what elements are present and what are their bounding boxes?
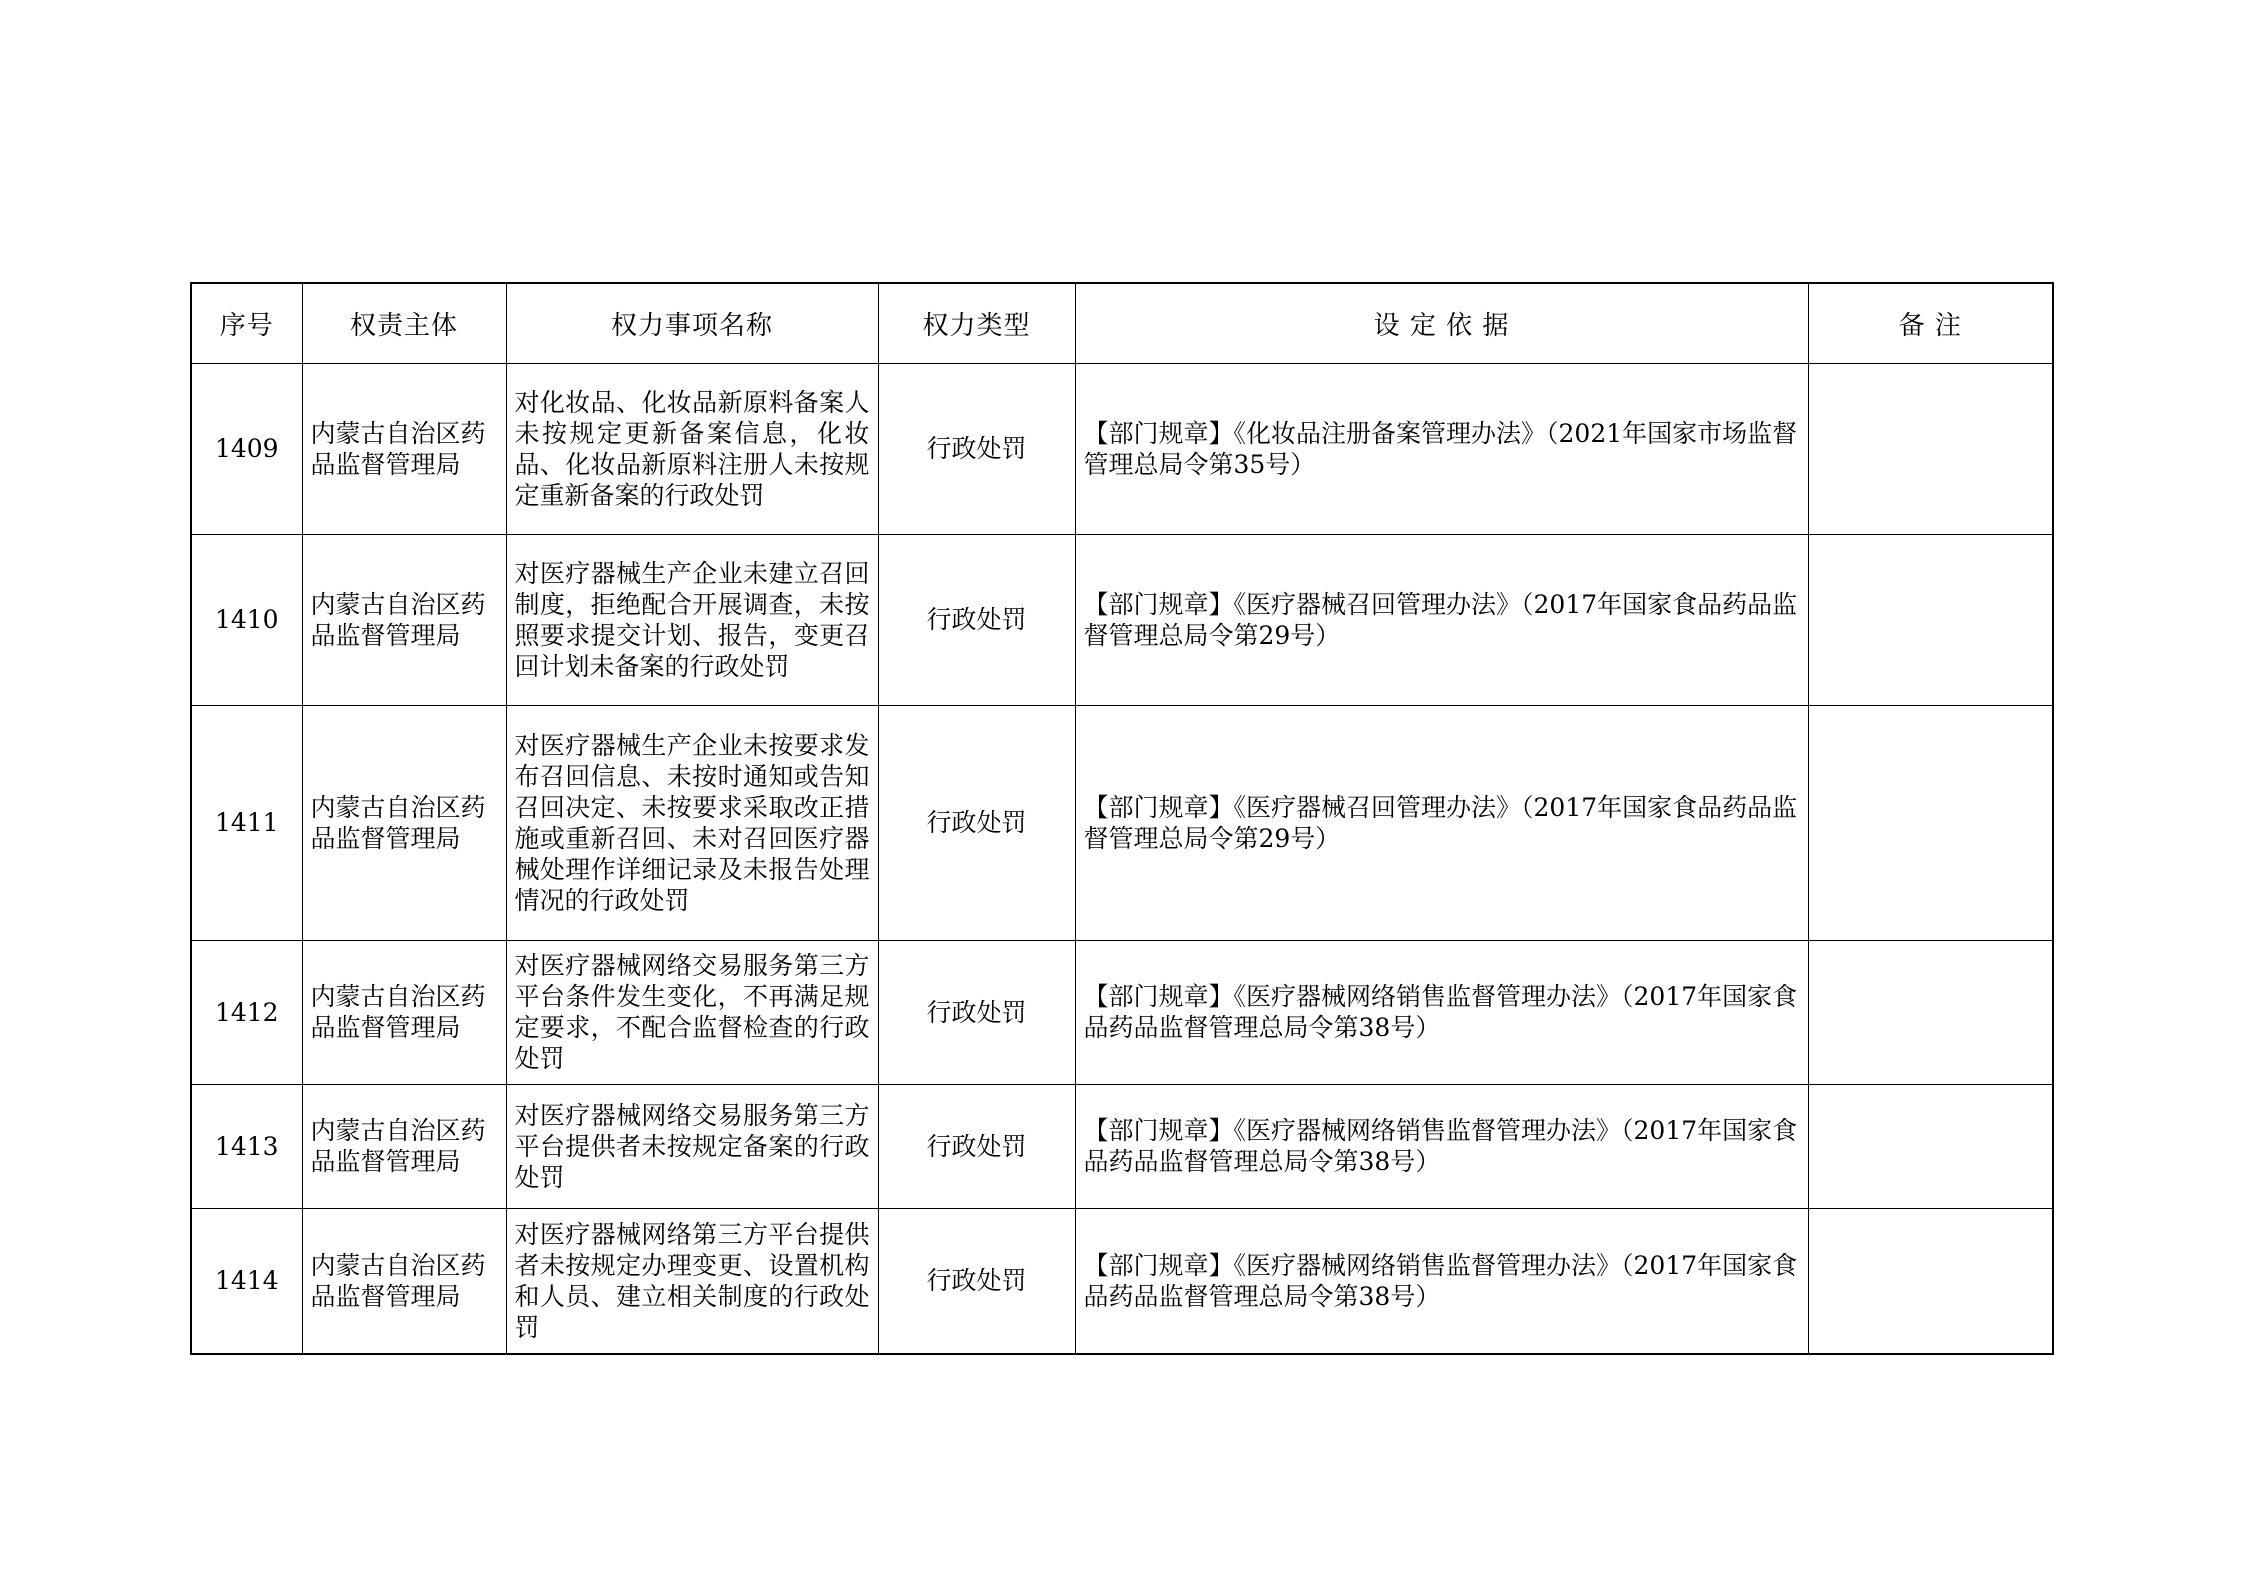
power-list-table xyxy=(190,282,2054,1355)
cell-remark xyxy=(1808,705,2053,940)
cell-basis: 【部门规章】《医疗器械召回管理办法》（2017年国家食品药品监督管理总局令第29号） xyxy=(1075,705,1808,940)
cell-seq: 1414 xyxy=(191,1208,302,1354)
cell-basis: 【部门规章】《医疗器械网络销售监督管理办法》（2017年国家食品药品监督管理总局令第38号） xyxy=(1075,1084,1808,1208)
header-basis: 设 定 依 据 xyxy=(1075,283,1808,363)
header-type: 权力类型 xyxy=(878,283,1075,363)
cell-basis: 【部门规章】《化妆品注册备案管理办法》（2021年国家市场监督管理总局令第35号） xyxy=(1075,363,1808,534)
table-body xyxy=(191,363,2053,1354)
cell-remark xyxy=(1808,1084,2053,1208)
cell-subject: 内蒙古自治区药品监督管理局 xyxy=(302,705,506,940)
cell-subject: 内蒙古自治区药品监督管理局 xyxy=(302,1084,506,1208)
cell-remark xyxy=(1808,940,2053,1084)
cell-seq: 1413 xyxy=(191,1084,302,1208)
header-name: 权力事项名称 xyxy=(506,283,878,363)
cell-basis: 【部门规章】《医疗器械网络销售监督管理办法》（2017年国家食品药品监督管理总局令第38号） xyxy=(1075,940,1808,1084)
header-row xyxy=(191,283,2053,363)
table-row xyxy=(191,705,2053,940)
cell-remark xyxy=(1808,363,2053,534)
cell-basis: 【部门规章】《医疗器械召回管理办法》（2017年国家食品药品监督管理总局令第29号） xyxy=(1075,534,1808,705)
cell-seq: 1412 xyxy=(191,940,302,1084)
table-row xyxy=(191,940,2053,1084)
cell-name: 对医疗器械网络第三方平台提供者未按规定办理变更、设置机构和人员、建立相关制度的行政处罚 xyxy=(506,1208,878,1354)
cell-seq: 1409 xyxy=(191,363,302,534)
cell-name: 对医疗器械生产企业未按要求发布召回信息、未按时通知或告知召回决定、未按要求采取改正措施或重新召回、未对召回医疗器械处理作详细记录及未报告处理情况的行政处罚 xyxy=(506,705,878,940)
cell-subject: 内蒙古自治区药品监督管理局 xyxy=(302,1208,506,1354)
table-row xyxy=(191,534,2053,705)
cell-subject: 内蒙古自治区药品监督管理局 xyxy=(302,534,506,705)
cell-subject: 内蒙古自治区药品监督管理局 xyxy=(302,363,506,534)
cell-type: 行政处罚 xyxy=(878,705,1075,940)
cell-name: 对医疗器械网络交易服务第三方平台条件发生变化，不再满足规定要求，不配合监督检查的行政处罚 xyxy=(506,940,878,1084)
cell-basis: 【部门规章】《医疗器械网络销售监督管理办法》（2017年国家食品药品监督管理总局令第38号） xyxy=(1075,1208,1808,1354)
table-row xyxy=(191,1208,2053,1354)
header-remark: 备 注 xyxy=(1808,283,2053,363)
cell-type: 行政处罚 xyxy=(878,940,1075,1084)
cell-remark xyxy=(1808,1208,2053,1354)
cell-type: 行政处罚 xyxy=(878,363,1075,534)
cell-remark xyxy=(1808,534,2053,705)
cell-type: 行政处罚 xyxy=(878,1208,1075,1354)
cell-name: 对医疗器械网络交易服务第三方平台提供者未按规定备案的行政处罚 xyxy=(506,1084,878,1208)
cell-name: 对化妆品、化妆品新原料备案人未按规定更新备案信息，化妆品、化妆品新原料注册人未按规定重新备案的行政处罚 xyxy=(506,363,878,534)
cell-type: 行政处罚 xyxy=(878,1084,1075,1208)
header-subject: 权责主体 xyxy=(302,283,506,363)
cell-name: 对医疗器械生产企业未建立召回制度，拒绝配合开展调查，未按照要求提交计划、报告，变更召回计划未备案的行政处罚 xyxy=(506,534,878,705)
cell-type: 行政处罚 xyxy=(878,534,1075,705)
header-seq: 序号 xyxy=(191,283,302,363)
table-row xyxy=(191,363,2053,534)
cell-seq: 1411 xyxy=(191,705,302,940)
table-header xyxy=(191,283,2053,363)
cell-seq: 1410 xyxy=(191,534,302,705)
table-row xyxy=(191,1084,2053,1208)
cell-subject: 内蒙古自治区药品监督管理局 xyxy=(302,940,506,1084)
